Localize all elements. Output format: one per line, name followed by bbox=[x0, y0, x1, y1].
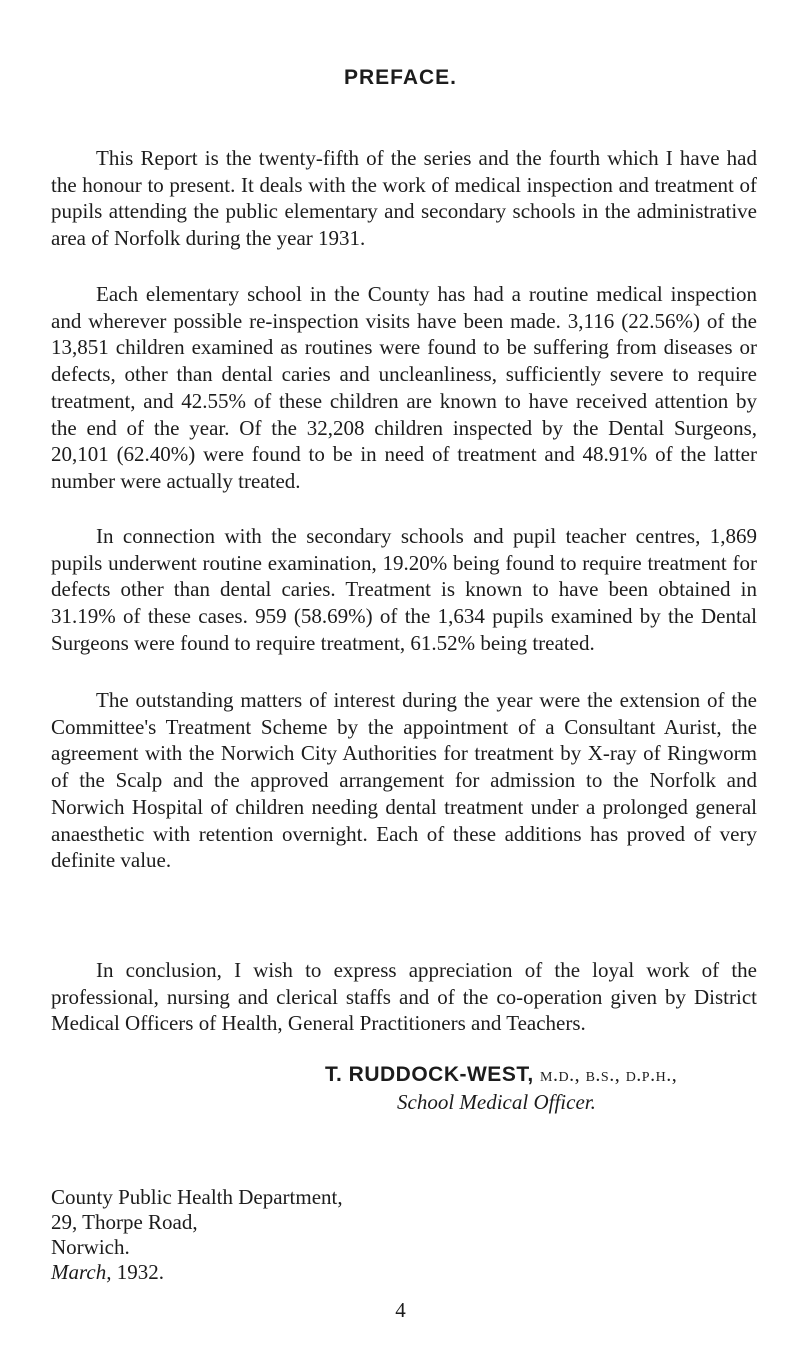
paragraph-text: In conclusion, I wish to express appreciation of the loyal work of the professional, nursing and clerical staffs and of the co-operation given by District Medical Officers of Health, General Practitioners and Teachers. bbox=[51, 958, 757, 1036]
signatory-name: T. RUDDOCK-WEST, bbox=[325, 1063, 534, 1086]
signature-block bbox=[325, 1063, 785, 1115]
date-year: 1932. bbox=[116, 1260, 164, 1284]
paragraph-text: This Report is the twenty-fifth of the series and the fourth which I have had the honour to present. It deals with the work of medical inspection and treatment of pupils attending the public elementary and secondary schools in the administrative area of Norfolk during the year 1931. bbox=[51, 146, 757, 251]
address-date bbox=[51, 1260, 343, 1285]
address-city: Norwich. bbox=[51, 1235, 130, 1259]
signatory-line bbox=[325, 1063, 785, 1087]
signatory-qualifications: m.d., b.s., d.p.h., bbox=[540, 1064, 678, 1086]
page-title: PREFACE. bbox=[343, 66, 458, 89]
paragraph-text: The outstanding matters of interest during the year were the extension of the Committee's Treatment Scheme by the appointment of a Consultant Aurist, the agreement with the Norwich City Authorities for treatment by X-ray of Ringworm of the Scalp and the approved arrangement for admission to the Norfolk and Norwich Hospital of children needing dental treatment under a prolonged general anaesthetic with retention overnight. Each of these additions has proved of very definite value. bbox=[51, 688, 757, 873]
paragraph-elementary-schools bbox=[51, 281, 757, 495]
page-number: 4 bbox=[395, 1298, 406, 1322]
signatory-role: School Medical Officer. bbox=[397, 1090, 596, 1114]
paragraph-conclusion bbox=[51, 957, 757, 1037]
paragraph-secondary-schools bbox=[51, 523, 757, 657]
paragraph-text: In connection with the secondary schools and pupil teacher centres, 1,869 pupils underwent routine examination, 19.20% being found to require treatment for defects other than dental caries. Treatment is known to have been obtained in 31.19% of these cases. 959 (58.69%) of the 1,634 pupils examined by the Dental Surgeons were found to require treatment, 61.52% being treated. bbox=[51, 524, 757, 655]
date-month: March, bbox=[51, 1260, 112, 1284]
address-street: 29, Thorpe Road, bbox=[51, 1210, 198, 1234]
paragraph-introduction bbox=[51, 145, 757, 252]
address-block bbox=[51, 1185, 343, 1285]
paragraph-matters-of-interest bbox=[51, 687, 757, 874]
address-department: County Public Health Department, bbox=[51, 1185, 343, 1209]
paragraph-text: Each elementary school in the County has had a routine medical inspection and wherever possible re-inspection visits have been made. 3,116 (22.56%) of the 13,851 children examined as routines were found to be suffering from diseases or defects, other than dental caries and uncleanliness, sufficiently severe to require treatment, and 42.55% of these children are known to have received attention by the end of the year. Of the 32,208 children inspected by the Dental Surgeons, 20,101 (62.40%) were found to be in need of treatment and 48.91% of the latter number were actually treated. bbox=[51, 282, 757, 493]
